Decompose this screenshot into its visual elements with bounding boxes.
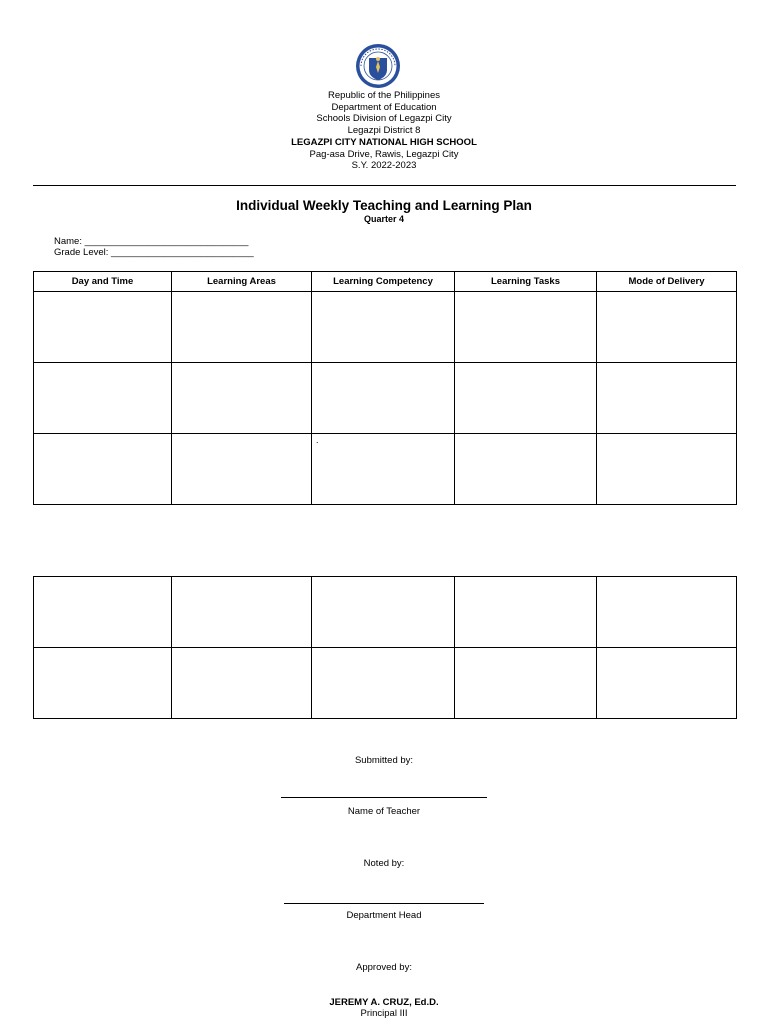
table-cell [597, 434, 737, 505]
table-cell [172, 363, 312, 434]
document-title: Individual Weekly Teaching and Learning Plan [236, 198, 532, 213]
table-cell [312, 648, 455, 719]
header-department: Department of Education [331, 102, 437, 113]
table-cell [312, 434, 455, 505]
table-cell [172, 434, 312, 505]
name-field: Name: _______________________________ [54, 236, 249, 247]
table-cell [455, 648, 597, 719]
approved-by-label: Approved by: [356, 962, 412, 973]
header-school-name: LEGAZPI CITY NATIONAL HIGH SCHOOL [291, 137, 477, 148]
table-cell [312, 292, 455, 363]
grade-level-field: Grade Level: ___________________________ [54, 247, 254, 258]
table-cell [34, 363, 172, 434]
plan-table-continued [33, 576, 737, 719]
teacher-signature-line [281, 797, 487, 798]
header-district: Legazpi District 8 [347, 125, 421, 136]
header-school-year: S.Y. 2022-2023 [351, 160, 417, 171]
table-cell [34, 434, 172, 505]
department-head-caption: Department Head [346, 910, 422, 921]
table-row [34, 648, 737, 719]
deped-seal-logo [352, 43, 404, 89]
table-cell [597, 363, 737, 434]
table-cell [597, 648, 737, 719]
noted-by-label: Noted by: [363, 858, 405, 869]
table-row [34, 363, 737, 434]
teacher-caption: Name of Teacher [347, 806, 421, 817]
table-row [34, 434, 737, 505]
principal-name: JEREMY A. CRUZ, Ed.D. [329, 997, 439, 1008]
submitted-by-label: Submitted by: [354, 755, 414, 766]
header-divider [33, 185, 736, 186]
table-cell [172, 577, 312, 648]
plan-table [33, 271, 737, 505]
column-header-learning-areas: Learning Areas [172, 272, 312, 292]
table-cell [597, 292, 737, 363]
column-header-learning-competency: Learning Competency [312, 272, 455, 292]
column-header-mode-of-delivery: Mode of Delivery [597, 272, 737, 292]
column-header-day-time: Day and Time [34, 272, 172, 292]
document-quarter: Quarter 4 [363, 214, 405, 224]
column-header-learning-tasks: Learning Tasks [455, 272, 597, 292]
table-cell [455, 363, 597, 434]
table-cell [34, 292, 172, 363]
table-cell [455, 434, 597, 505]
table-cell [34, 648, 172, 719]
header-republic: Republic of the Philippines [328, 90, 440, 101]
table-cell [455, 577, 597, 648]
table-cell [312, 577, 455, 648]
table-cell [312, 363, 455, 434]
principal-title: Principal III [360, 1008, 408, 1019]
head-signature-line [284, 903, 484, 904]
stray-mark: . [316, 435, 319, 445]
table-row [34, 577, 737, 648]
table-cell [597, 577, 737, 648]
table-row [34, 292, 737, 363]
table-cell [455, 292, 597, 363]
header-address: Pag-asa Drive, Rawis, Legazpi City [309, 149, 459, 160]
table-cell [172, 648, 312, 719]
table-header-row [34, 272, 737, 292]
table-cell [172, 292, 312, 363]
header-division: Schools Division of Legazpi City [316, 113, 452, 124]
table-cell [34, 577, 172, 648]
